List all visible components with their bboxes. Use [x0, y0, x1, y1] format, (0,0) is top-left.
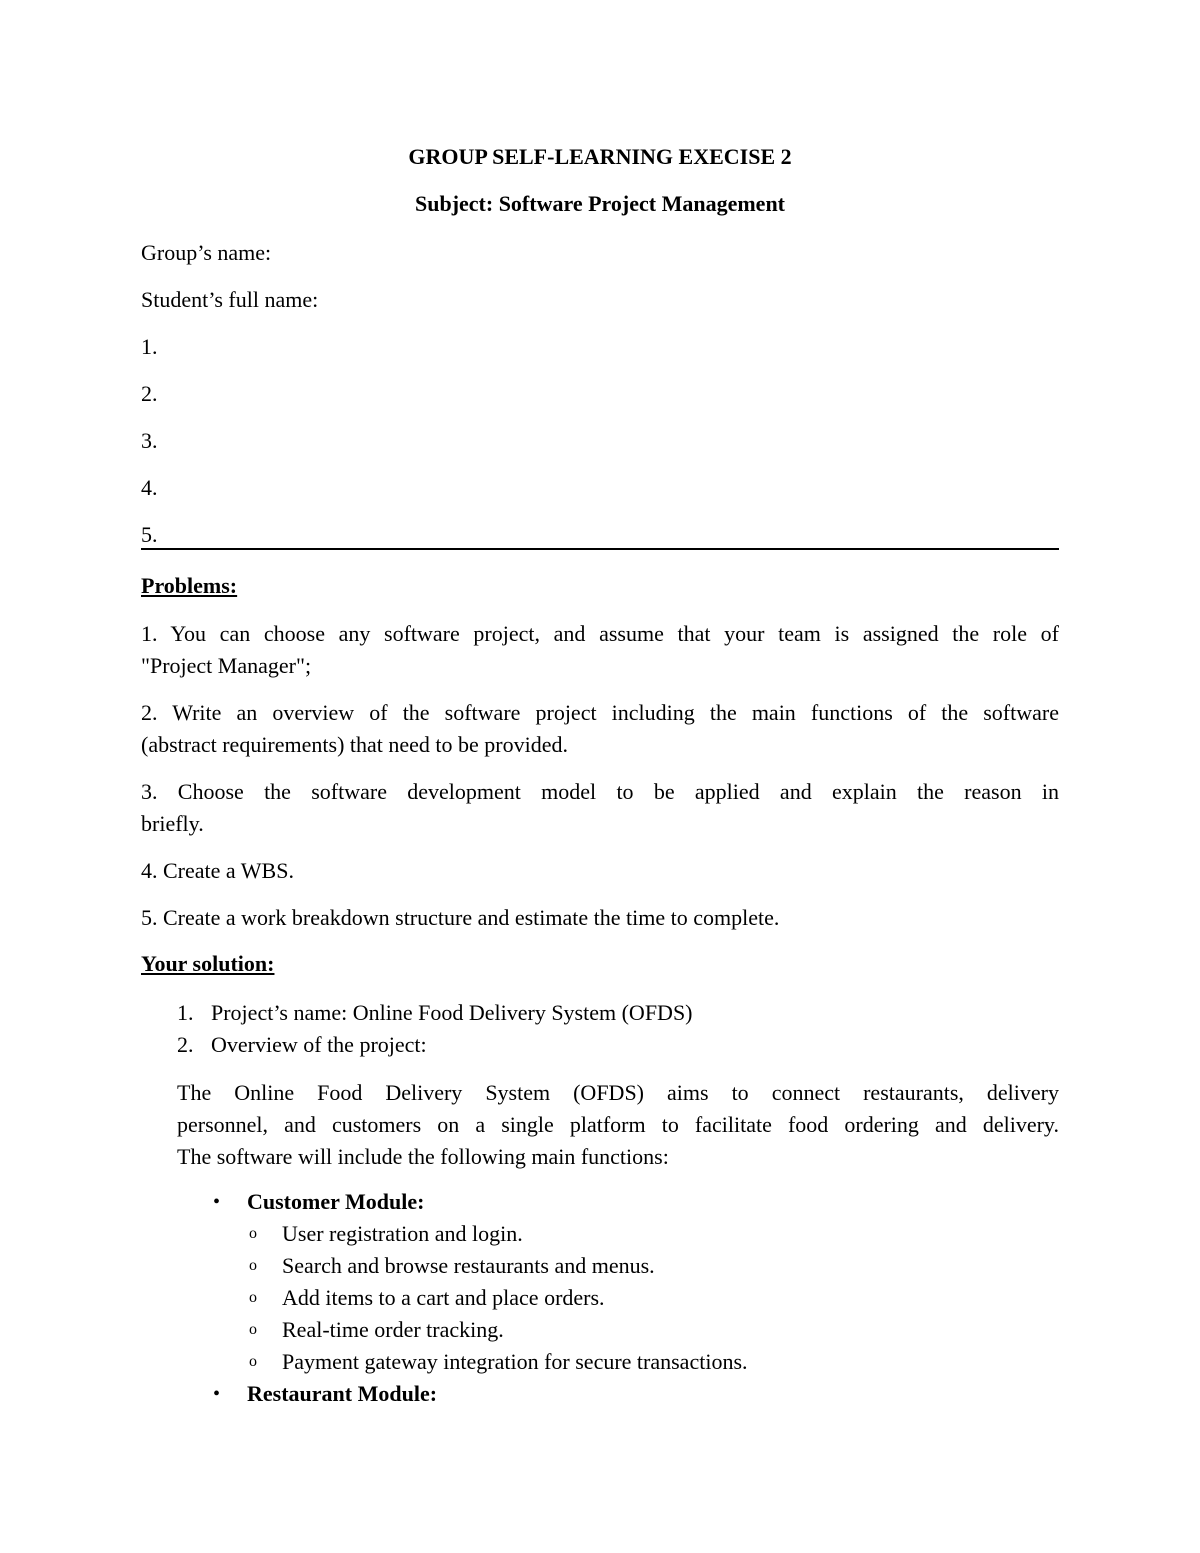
problem-3-line-2: briefly.: [141, 811, 204, 836]
sub-bullet-icon: o: [249, 1225, 257, 1242]
module-customer-item-text: User registration and login.: [282, 1221, 523, 1246]
group-name-label: Group’s name:: [141, 240, 272, 265]
module-customer-item-text: Add items to a cart and place orders.: [282, 1285, 605, 1310]
solution-item-1-number: 1.: [177, 1000, 194, 1025]
module-restaurant-title: Restaurant Module:: [247, 1381, 438, 1406]
student-line-4: 4.: [141, 475, 158, 500]
overview-line-3: The software will include the following main functions:: [177, 1144, 669, 1169]
problem-5: [141, 902, 1059, 934]
bullet-icon: •: [213, 1383, 221, 1405]
document-title: GROUP SELF-LEARNING EXECISE 2: [408, 144, 792, 169]
problem-4-line-1: 4. Create a WBS.: [141, 858, 294, 883]
bullet-icon: •: [213, 1191, 221, 1213]
student-line-1: 1.: [141, 334, 158, 359]
sub-bullet-icon: o: [249, 1353, 257, 1370]
problem-1-line-2: "Project Manager";: [141, 653, 312, 678]
overview-paragraph: [177, 1077, 1059, 1173]
student-line-3: 3.: [141, 428, 158, 453]
problem-2: [141, 697, 1059, 761]
document-subject: Subject: Software Project Management: [414, 191, 786, 216]
solution-item-1-text: Project’s name: Online Food Delivery System (OFDS): [211, 1000, 693, 1025]
sub-bullet-icon: o: [249, 1257, 257, 1274]
sub-bullet-icon: o: [249, 1321, 257, 1338]
problem-3-line-1: 3. Choose the software development model to be applied and explain the reason in: [141, 779, 1059, 804]
problem-3: [141, 776, 1059, 840]
sub-bullet-icon: o: [249, 1289, 257, 1306]
student-line-5: 5.: [141, 522, 158, 547]
problem-1: [141, 618, 1059, 682]
overview-line-1: The Online Food Delivery System (OFDS) aims to connect restaurants, delivery: [177, 1080, 1059, 1105]
solution-item-2-text: Overview of the project:: [211, 1032, 427, 1057]
module-customer-item-text: Payment gateway integration for secure transactions.: [282, 1349, 748, 1374]
module-customer-item-text: Search and browse restaurants and menus.: [282, 1253, 655, 1278]
problems-heading: Problems:: [141, 573, 238, 598]
solution-heading: Your solution:: [141, 951, 275, 976]
document-page: [141, 0, 1059, 1553]
solution-item-2-number: 2.: [177, 1032, 194, 1057]
module-customer-title: Customer Module:: [247, 1189, 425, 1214]
module-customer-item-text: Real-time order tracking.: [282, 1317, 504, 1342]
problem-5-line-1: 5. Create a work breakdown structure and estimate the time to complete.: [141, 905, 780, 930]
problem-2-line-1: 2. Write an overview of the software project including the main functions of the software: [141, 700, 1059, 725]
student-line-2: 2.: [141, 381, 158, 406]
section-divider: [141, 548, 1059, 550]
problem-2-line-2: (abstract requirements) that need to be provided.: [141, 732, 569, 757]
problem-4: [141, 855, 1059, 887]
overview-line-2: personnel, and customers on a single platform to facilitate food ordering and delivery.: [177, 1112, 1059, 1137]
problem-1-line-1: 1. You can choose any software project, and assume that your team is assigned the role of: [141, 621, 1059, 646]
student-name-label: Student’s full name:: [141, 287, 319, 312]
